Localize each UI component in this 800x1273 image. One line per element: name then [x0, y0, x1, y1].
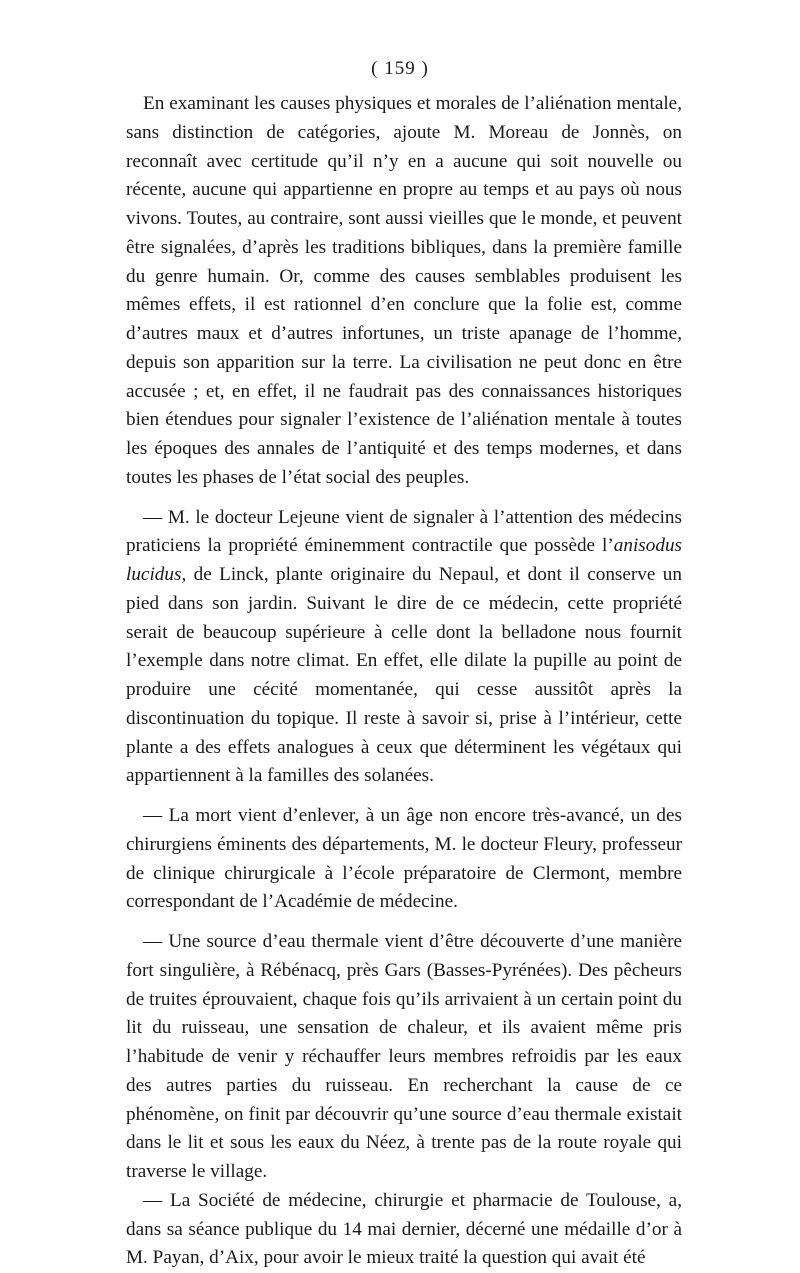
- paragraph-alienation-mentale: En examinant les causes physiques et morales de l’aliénation mentale, sans distinction de catégories, ajoute M. Moreau de Jonnès, on reconnaît avec certitude qu’il n’y en a aucune qui soit nouvelle ou récente, aucune qui appartienne en propre au temps et au pays où nous vivons. Toutes, au contraire, sont aussi vieilles que le monde, et peuvent être signalées, d’après les traditions bibliques, dans la première famille du genre humain. Or, comme des causes semblables produisent les mêmes effets, il est rationnel d’en conclure que la folie est, comme d’autres maux et d’autres infortunes, un triste apanage de l’homme, depuis son apparition sur la terre. La civilisation ne peut donc en être accusée ; et, en effet, il ne faudrait pas des connaissances historiques bien étendues pour signaler l’existence de l’aliénation mentale à toutes les époques des annales de l’antiquité et des temps modernes, et dans toutes les phases de l’état social des peuples.: [126, 93, 682, 488]
- page-number: ( 159 ): [371, 58, 429, 79]
- paragraph-anisodus-lucidus: [126, 504, 682, 792]
- paragraph-docteur-fleury: — La mort vient d’enlever, à un âge non encore très-avancé, un des chirurgiens éminents des départements, M. le docteur Fleury, professeur de clinique chirurgicale à l’école préparatoire de Clermont, membre correspondant de l’Académie de médecine.: [126, 805, 682, 913]
- paragraph-text-end: , de Linck, plante originaire du Nepaul, et dont il conserve un pied dans son jardin. Suivant le dire de ce médecin, cette propriété serait de beaucoup supérieure à celle dont la belladone nous fournit l’exemple dans notre climat. En effet, elle dilate la pupille au point de produire une cécité momentanée, qui cesse aussitôt après la discontinuation du topique. Il reste à savoir si, prise à l’intérieur, cette plante a des effets analogues à ceux que déterminent les végétaux qui appartiennent à la familles des solanées.: [126, 564, 682, 787]
- article-body: [126, 90, 682, 1273]
- paragraph-source-thermale: — Une source d’eau thermale vient d’être découverte d’une manière fort singulière, à Rébénacq, près Gars (Basses-Pyrénées). Des pêcheurs de truites éprouvaient, chaque fois qu’ils arrivaient à un certain point du lit du ruisseau, une sensation de chaleur, et ils avaient même pris l’habitude de venir y réchauffer leurs membres refroidis par les eaux des autres parties du ruisseau. En recherchant la cause de ce phénomène, on finit par découvrir qu’une source d’eau thermale existait dans le lit et sous les eaux du Néez, à trente pas de la route royale qui traverse le village.: [126, 931, 682, 1182]
- paragraph-text-start: — M. le docteur Lejeune vient de signaler à l’attention des médecins praticiens la propriété éminemment contractile que possède l’: [126, 506, 682, 557]
- paragraph-societe-toulouse: — La Société de médecine, chirurgie et pharmacie de Toulouse, a, dans sa séance publique du 14 mai dernier, décerné une médaille d’or à M. Payan, d’Aix, pour avoir le mieux traité la question qui avait été: [126, 1189, 682, 1269]
- species-name-italic: anisodus lucidus: [126, 535, 682, 585]
